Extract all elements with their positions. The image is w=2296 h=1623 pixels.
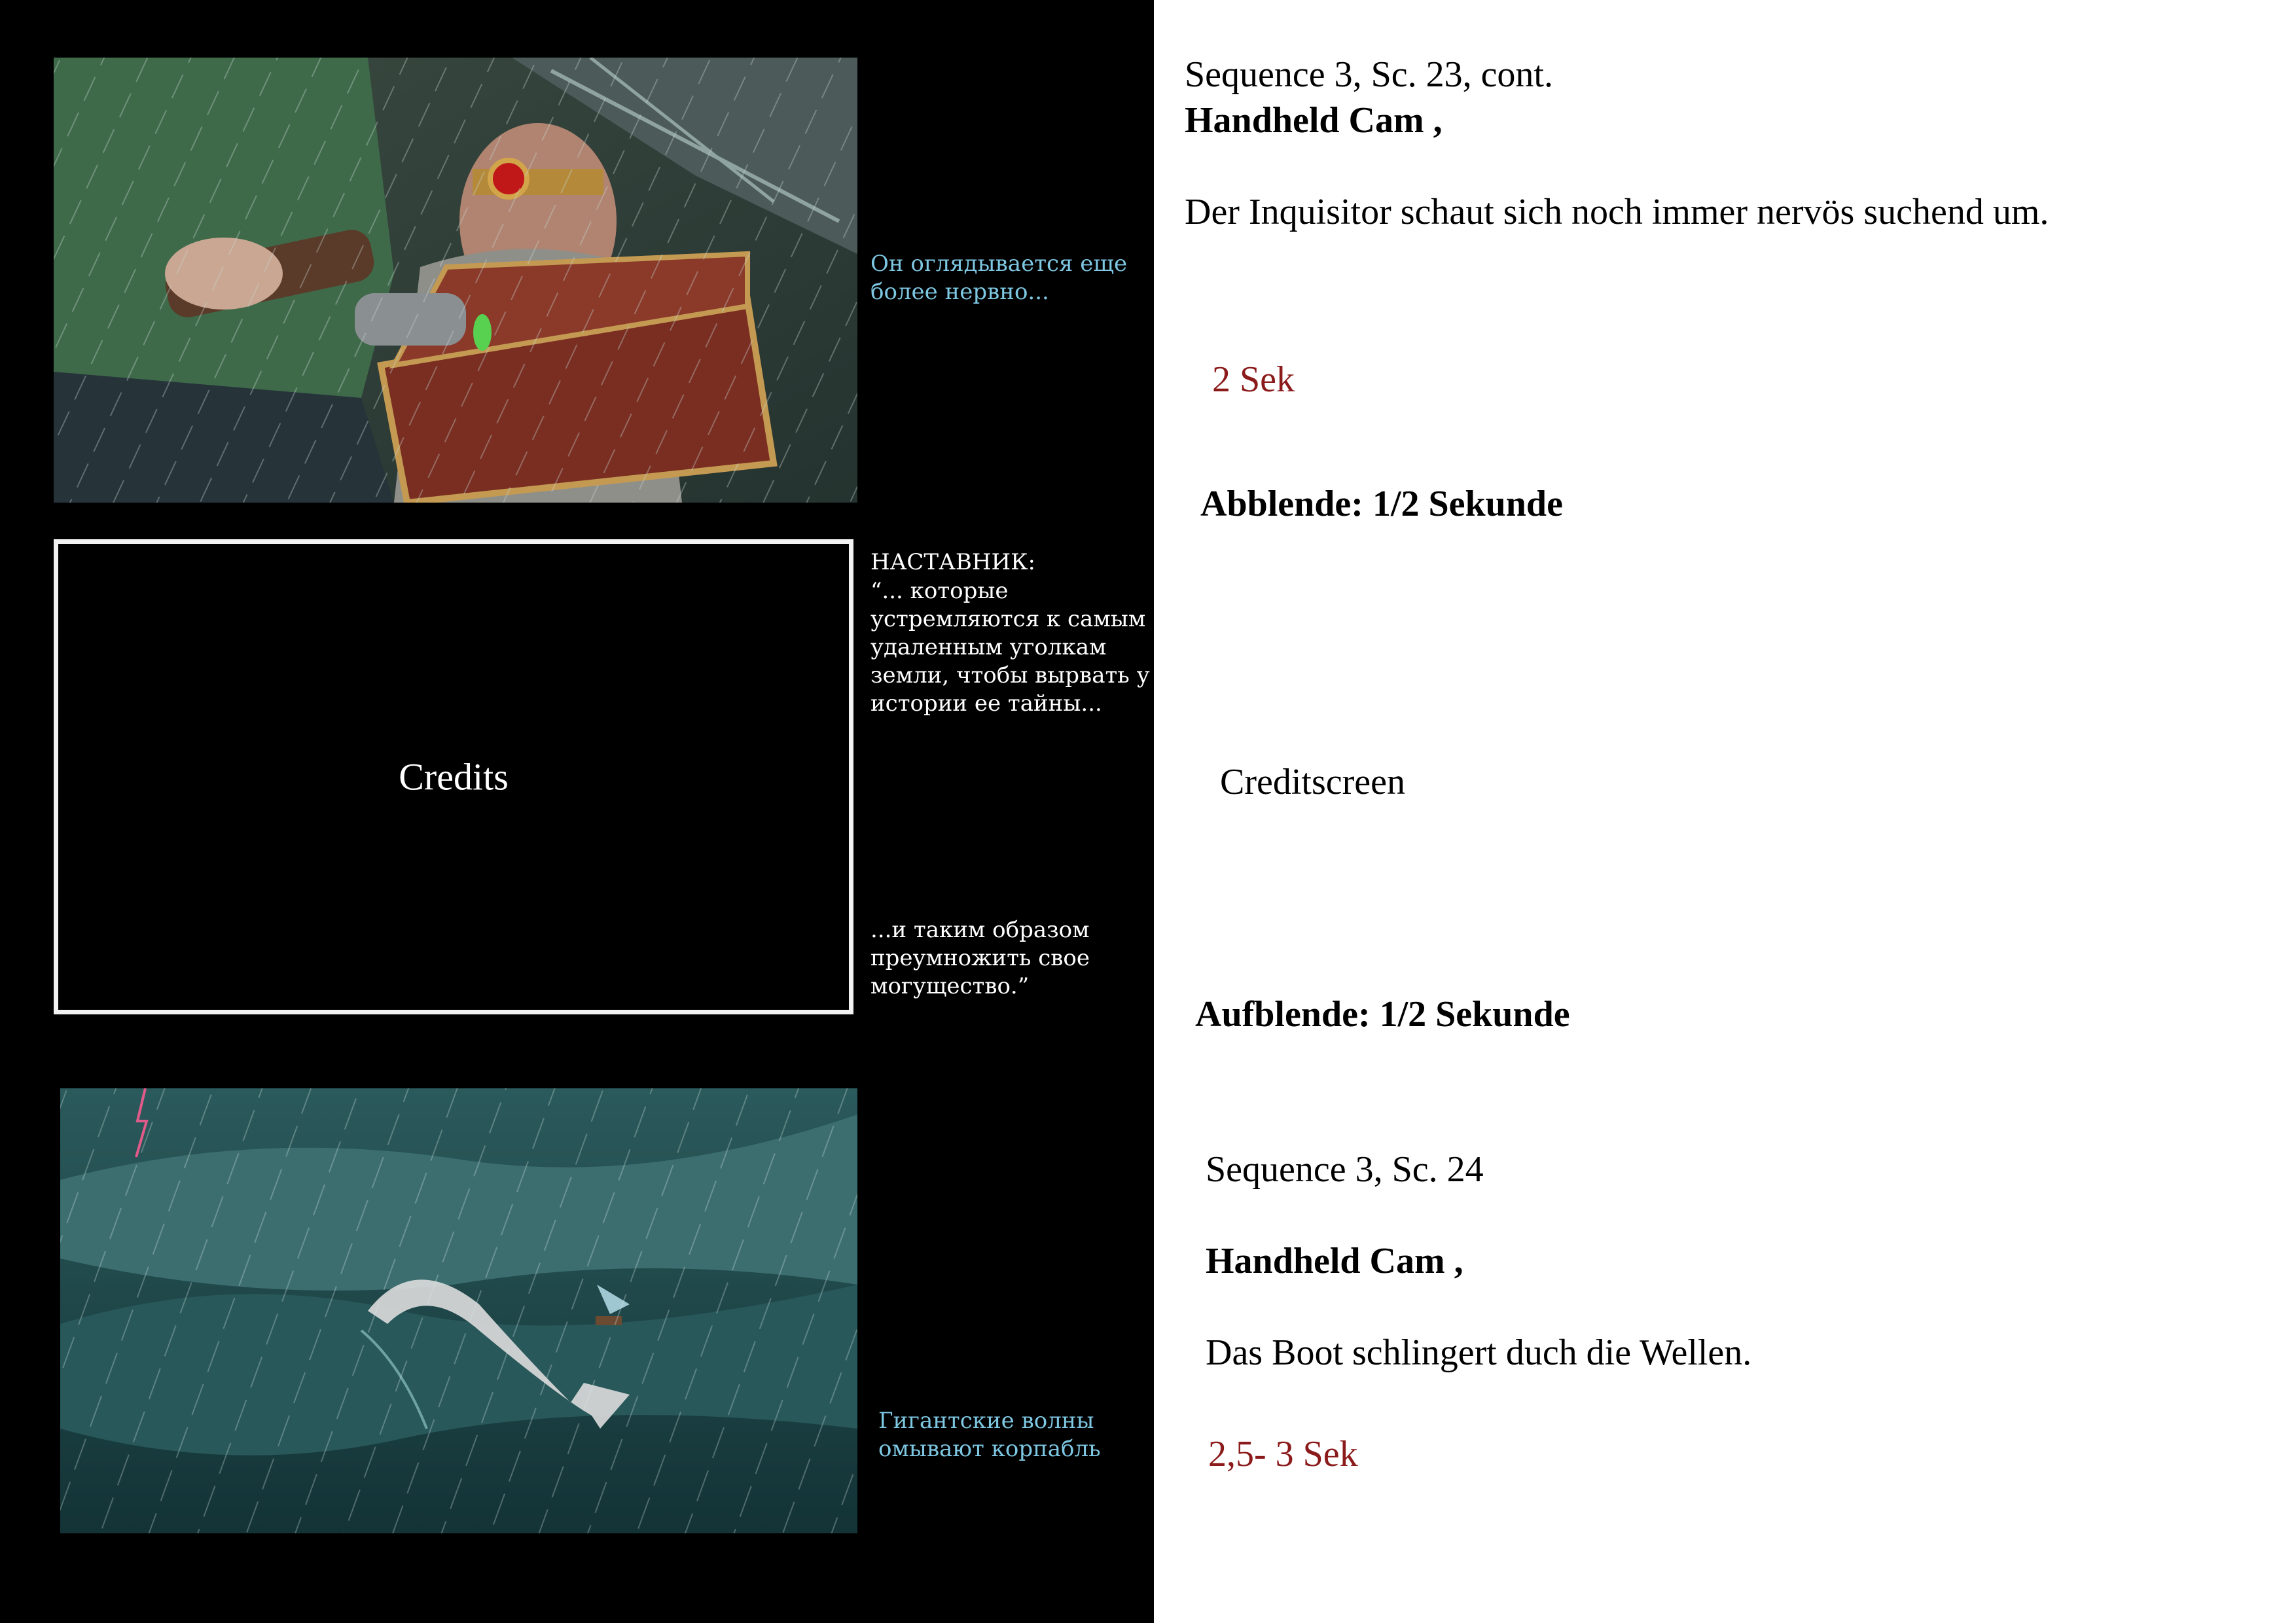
note-giant-waves: Гигантские волны омывают корпабль xyxy=(878,1408,1101,1462)
fade-in-note: Aufblende: 1/2 Sekunde xyxy=(1195,994,1570,1035)
timing-1: 2 Sek xyxy=(1212,359,1295,400)
camera-note-1: Handheld Cam , xyxy=(1185,100,1443,141)
fade-out-note: Abblende: 1/2 Sekunde xyxy=(1200,484,1563,524)
storyboard-frame-3 xyxy=(60,1088,857,1533)
storyboard-frame-1 xyxy=(54,58,857,503)
note-speaker: НАСТАВНИК: xyxy=(870,549,1035,575)
sequence-heading-2: Sequence 3, Sc. 24 xyxy=(1206,1149,1484,1190)
sequence-heading-1: Sequence 3, Sc. 23, cont. xyxy=(1185,54,1553,95)
storyboard-frame-credits xyxy=(54,539,853,1014)
timing-2: 2,5- 3 Sek xyxy=(1208,1434,1358,1474)
credits-caption: Credits xyxy=(399,755,509,798)
stormy-sea-illustration xyxy=(60,1088,857,1533)
note-mentor-quote: “... которые устремляются к самым удаленным уголкам земли, чтобы вырвать у истории ее тайны... xyxy=(870,578,1150,717)
inquisitor-illustration xyxy=(54,58,857,503)
note-mentor-quote-end: ...и таким образом преумножить свое могущество.” xyxy=(870,917,1090,999)
action-description-2: Das Boot schlingert duch die Wellen. xyxy=(1206,1332,1752,1373)
camera-note-2: Handheld Cam , xyxy=(1206,1241,1463,1281)
credit-screen-note: Creditscreen xyxy=(1220,762,1405,802)
note-nervous: Он оглядывается еще более нервно... xyxy=(870,251,1128,305)
action-description-1: Der Inquisitor schaut sich noch immer nervös suchend um. xyxy=(1185,192,2049,232)
